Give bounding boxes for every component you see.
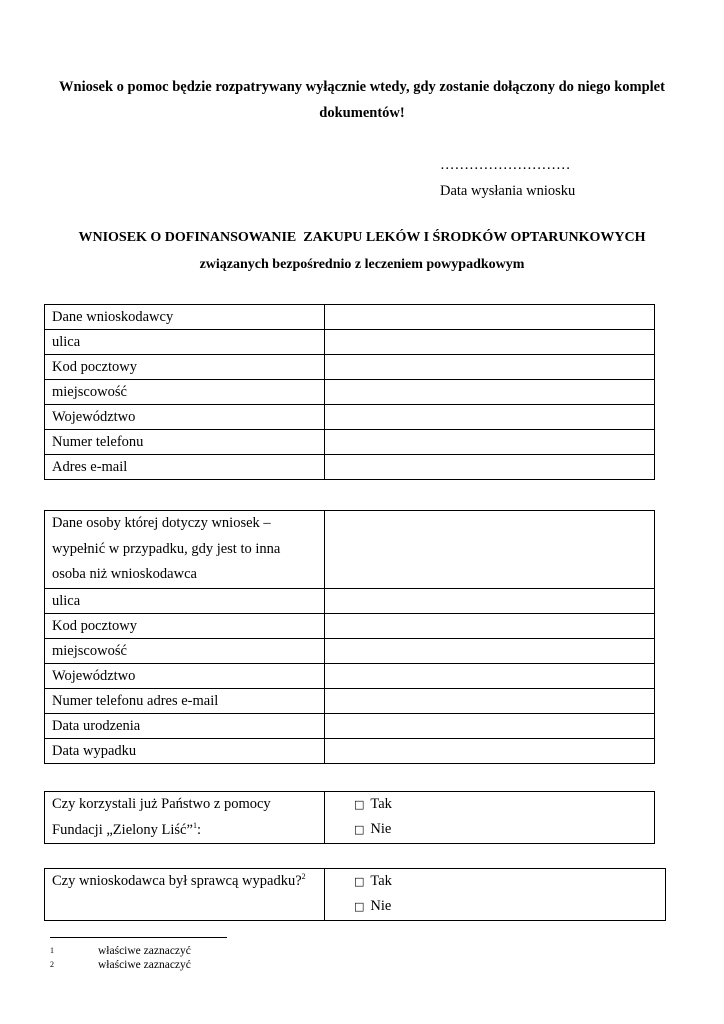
table-row [45, 713, 655, 738]
footnote-ref-2: 2 [301, 872, 306, 882]
input-cell[interactable] [325, 430, 655, 455]
table-row [45, 738, 655, 763]
submission-date-block [440, 152, 575, 204]
checkbox-icon[interactable]: □ [354, 798, 365, 811]
row-label: miejscowość [45, 638, 325, 663]
option-yes-label: Tak [370, 873, 392, 889]
option-no-label: Nie [370, 898, 392, 914]
question-line-2 [52, 818, 317, 844]
table-row [45, 355, 655, 380]
table-row [45, 380, 655, 405]
question-prior-help-table [44, 791, 655, 844]
footnote-divider [50, 937, 227, 938]
notice-line-2: dokumentów! [319, 105, 405, 121]
checkbox-icon[interactable]: □ [354, 875, 365, 888]
footnote-text: właściwe zaznaczyć [98, 959, 191, 971]
footnote-2 [50, 958, 191, 972]
table-row [45, 405, 655, 430]
date-label: Data wysłania wniosku [440, 183, 576, 199]
subject-header-cell [45, 511, 325, 589]
table-row [45, 455, 655, 480]
question-text: Czy wnioskodawca był sprawcą wypadku? [52, 873, 302, 889]
notice [40, 74, 684, 126]
applicant-table [44, 304, 655, 480]
table-row [45, 869, 666, 921]
footnote-ref-1: 1 [192, 820, 197, 830]
table-row [45, 430, 655, 455]
table-row [45, 305, 655, 330]
row-label: miejscowość [45, 380, 325, 405]
form-title [40, 224, 684, 278]
table-row [45, 588, 655, 613]
row-label: Adres e-mail [45, 455, 325, 480]
footnote-text: właściwe zaznaczyć [98, 945, 191, 957]
option-yes[interactable] [332, 792, 647, 817]
row-label: Numer telefonu adres e-mail [45, 688, 325, 713]
input-cell[interactable] [325, 638, 655, 663]
row-label: Województwo [45, 663, 325, 688]
date-dots: ……………………… [440, 157, 571, 173]
subject-header-line: osoba niż wnioskodawca [52, 566, 197, 582]
checkbox-icon[interactable]: □ [354, 823, 365, 836]
input-cell[interactable] [325, 305, 655, 330]
input-cell[interactable] [325, 405, 655, 430]
title-line-2: związanych bezpośrednio z leczeniem powypadkowym [199, 257, 525, 272]
question-suffix: : [196, 821, 201, 838]
row-label: Numer telefonu [45, 430, 325, 455]
question-line-2-text: Fundacji „Zielony Liść” [52, 821, 193, 838]
subject-header-line: wypełnić w przypadku, gdy jest to inna [52, 540, 281, 557]
question-line-1: Czy korzystali już Państwo z pomocy [52, 796, 271, 812]
option-yes-label: Tak [370, 796, 392, 812]
option-no[interactable] [332, 894, 658, 919]
answer-cell [325, 792, 655, 844]
input-cell[interactable] [325, 355, 655, 380]
footnote-1 [50, 944, 191, 958]
input-cell[interactable] [325, 663, 655, 688]
table-row [45, 613, 655, 638]
row-label: Województwo [45, 405, 325, 430]
row-label: Data urodzenia [45, 713, 325, 738]
table-row [45, 688, 655, 713]
option-yes[interactable] [332, 869, 658, 894]
option-no[interactable] [332, 817, 647, 842]
input-cell[interactable] [325, 688, 655, 713]
question-perpetrator-table [44, 868, 666, 921]
input-cell[interactable] [325, 613, 655, 638]
title-line-1: WNIOSEK O DOFINANSOWANIE ZAKUPU LEKÓW I ŚRODKÓW OPTARUNKOWYCH [78, 230, 646, 245]
footnote-number: 2 [50, 960, 54, 969]
input-cell[interactable] [325, 455, 655, 480]
table-row [45, 511, 655, 589]
table-row [45, 330, 655, 355]
row-label: Dane wnioskodawcy [45, 305, 325, 330]
row-label: Kod pocztowy [45, 613, 325, 638]
input-cell[interactable] [325, 588, 655, 613]
input-cell[interactable] [325, 511, 655, 589]
footnote-number: 1 [50, 946, 54, 955]
row-label: Data wypadku [45, 738, 325, 763]
answer-cell [325, 869, 666, 921]
table-row [45, 792, 655, 844]
question-label [45, 792, 325, 844]
subject-table [44, 510, 655, 764]
input-cell[interactable] [325, 713, 655, 738]
row-label: ulica [45, 588, 325, 613]
row-label: ulica [45, 330, 325, 355]
input-cell[interactable] [325, 330, 655, 355]
checkbox-icon[interactable]: □ [354, 900, 365, 913]
subject-header-line: Dane osoby której dotyczy wniosek – [52, 515, 271, 531]
option-no-label: Nie [370, 821, 392, 837]
input-cell[interactable] [325, 380, 655, 405]
notice-line-1: Wniosek o pomoc będzie rozpatrywany wyłącznie wtedy, gdy zostanie dołączony do niego komplet [59, 79, 665, 95]
table-row [45, 663, 655, 688]
input-cell[interactable] [325, 738, 655, 763]
question-label [45, 869, 325, 921]
row-label: Kod pocztowy [45, 355, 325, 380]
table-row [45, 638, 655, 663]
